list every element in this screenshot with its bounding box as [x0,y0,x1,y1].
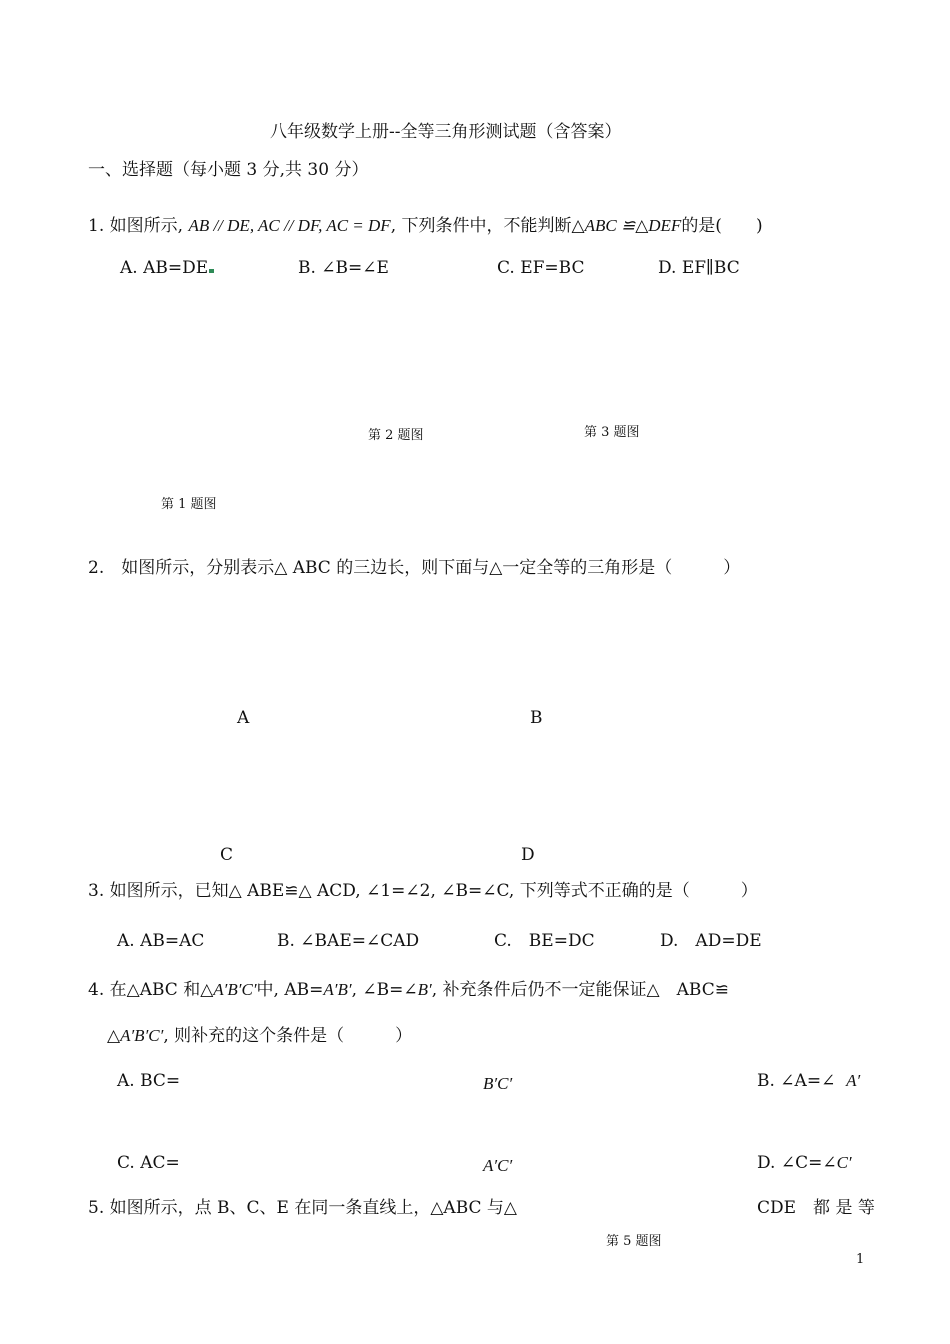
q4-option-a: A. BC= [117,1071,181,1091]
cursor-mark [209,269,214,273]
q2-label-c: C [220,845,234,865]
q3-option-c: C. BE=DC [494,931,595,951]
q1-suffix: 的是( ) [681,216,763,236]
question-5-tail: CDE 都 是 等 [757,1198,875,1218]
question-3: 3. 如图所示，已知△ ABE≌△ ACD, ∠1=∠2, ∠B=∠C, 下列等式不正确的是（ ） [88,881,758,901]
q4-option-b: B. ∠A=∠ A′ [757,1071,861,1091]
q1-prefix: 1. 如图所示, [88,216,189,236]
q1-math-condition: AB // DE, AC // DF, AC = DF [188,216,391,235]
q1-option-c: C. EF=BC [497,258,585,278]
q4-option-a-math: B′C′ [483,1074,513,1093]
caption-fig1: 第 1 题图 [161,497,217,512]
q1-option-d: D. EF∥BC [658,258,740,278]
q1-option-a: A. AB=DE [120,258,214,278]
q1-mid: , 下列条件中，不能判断 [390,216,572,236]
question-4-line1: 4. 在△ABC 和△A′B′C′中, AB=A′B′, ∠B=∠B′, 补充条件后仍不一定能保证△ ABC≌ [88,980,729,1000]
page-number: 1 [856,1252,865,1267]
question-4-line2: △A′B′C′, 则补充的这个条件是（ ） [107,1026,413,1046]
page-title: 八年级数学上册--全等三角形测试题（含答案） [270,122,622,142]
q3-option-a: A. AB=AC [117,931,205,951]
question-5: 5. 如图所示，点 B、C、E 在同一条直线上，△ABC 与△ [88,1198,517,1218]
q4-option-c: C. AC= [117,1153,180,1173]
q4-option-c-math: A′C′ [483,1156,513,1175]
q3-option-b: B. ∠BAE=∠CAD [277,931,420,951]
question-1 [88,216,763,236]
q1-option-b: B. ∠B=∠E [298,258,389,278]
caption-fig5: 第 5 题图 [606,1234,662,1249]
q4-option-d: D. ∠C=∠C′ [757,1153,852,1173]
section-heading: 一、选择题（每小题 3 分,共 30 分） [88,160,369,180]
q3-option-d: D. AD=DE [660,931,762,951]
q1-math-congruence: △ABC ≌△DEF [571,216,682,235]
question-2: 2. 如图所示，分别表示△ ABC 的三边长，则下面与△一定全等的三角形是（ ） [88,558,741,578]
caption-fig2: 第 2 题图 [368,428,424,443]
caption-fig3: 第 3 题图 [584,425,640,440]
q2-label-b: B [530,708,543,728]
q2-label-a: A [237,708,250,728]
q2-label-d: D [521,845,535,865]
